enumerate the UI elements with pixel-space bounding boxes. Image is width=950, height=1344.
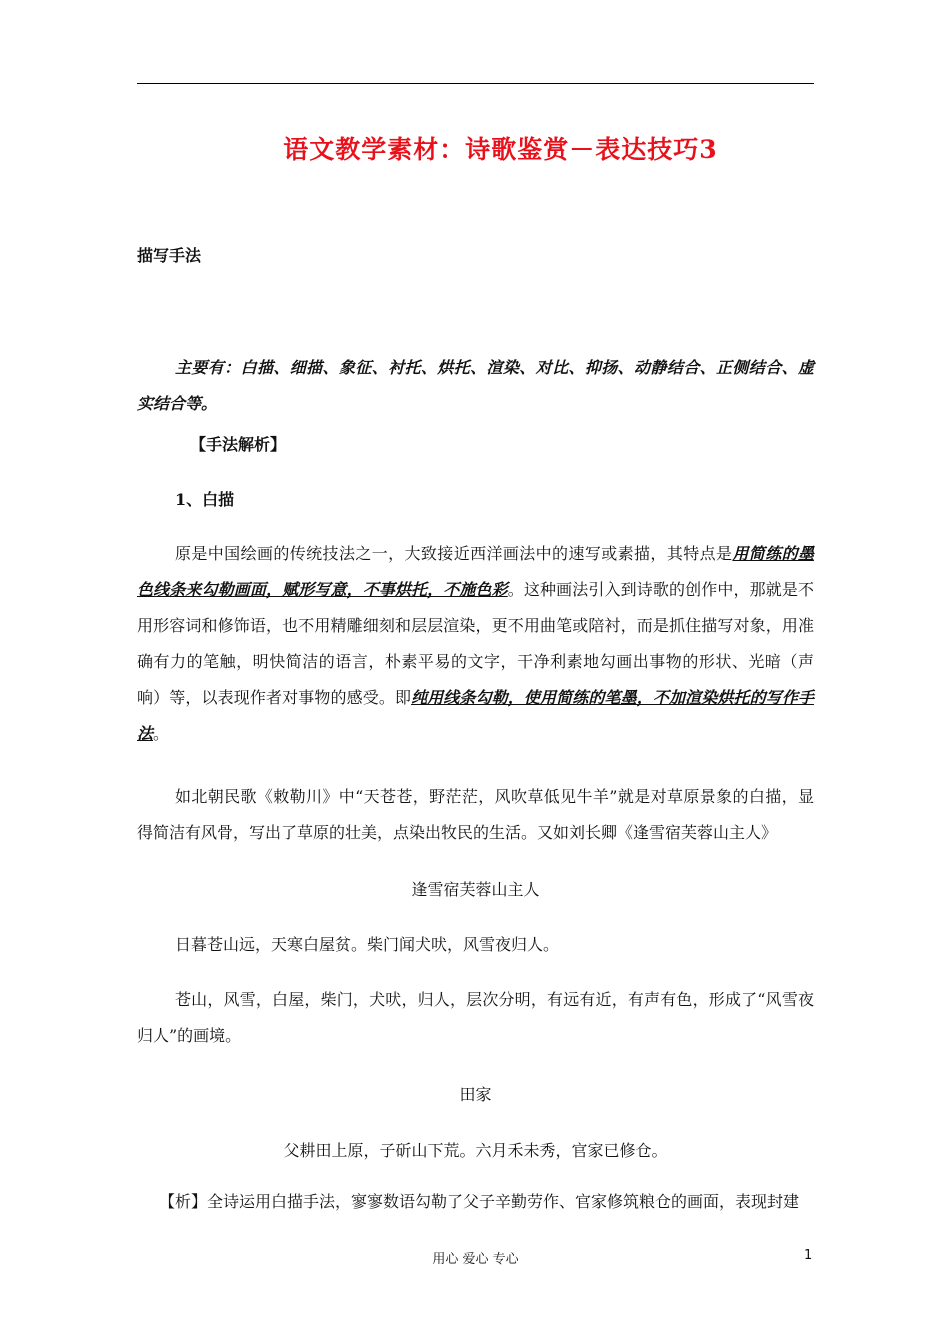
- header-rule: [137, 83, 814, 84]
- poem-title: 逢雪宿芙蓉山主人: [411, 880, 540, 899]
- paragraph-text: 原是中国绘画的传统技法之一，大致接近西洋画法中的速写或素描，其特点是: [175, 544, 733, 563]
- paragraph-example: 如北朝民歌《敕勒川》中“天苍苍，野茫茫，风吹草低见牛羊”就是对草原景象的白描，显得简洁有风骨，写出了草原的壮美，点染出牧民的生活。又如刘长卿《逢雪宿芙蓉山主人》: [137, 787, 814, 842]
- poem-line: 父耕田上原，子斫山下荒。六月禾未秀，官家已修仓。: [283, 1141, 668, 1160]
- page-footer: 用心 爱心 专心: [432, 1252, 519, 1267]
- emphasis-text: 纯用线条勾勒，使用简练的笔墨，不加渲染烘托的写作手法: [137, 688, 814, 743]
- paragraph-text: 。: [153, 724, 170, 743]
- paragraph-analysis: 苍山，风雪，白屋，柴门，犬吠，归人，层次分明，有远有近，有声有色，形成了“风雪夜归人”的画境。: [137, 990, 814, 1045]
- poem-line: 日暮苍山远，天寒白屋贫。柴门闻犬吠，风雪夜归人。: [175, 935, 560, 954]
- poem-title: 田家: [459, 1085, 492, 1104]
- paragraph-baimiao: [137, 536, 814, 752]
- page-number: 1: [804, 1248, 813, 1263]
- intro-paragraph: 主要有：白描、细描、象征、衬托、烘托、渲染、对比、抑扬、动静结合、正侧结合、虚实结合等。: [137, 358, 814, 413]
- document-title: 语文教学素材：诗歌鉴赏－表达技巧3: [283, 135, 718, 164]
- emphasis-text: 用简练的墨色线条来勾勒画面，赋形写意，不事烘托，不施色彩: [137, 544, 814, 599]
- section-heading: 描写手法: [137, 246, 202, 265]
- paragraph-commentary: 【析】全诗运用白描手法，寥寥数语勾勒了父子辛勤劳作、官家修筑粮仓的画面，表现封建: [159, 1192, 800, 1211]
- paragraph-text: 。这种画法引入到诗歌的创作中，那就是不用形容词和修饰语，也不用精雕细刻和层层渲染，更不用曲笔或陪衬，而是抓住描写对象，用准确有力的笔触，明快简洁的语言，朴素平易的文字，干净利素地勾画出事物的形状、光暗（声响）等，以表现作者对事物的感受。即: [137, 580, 814, 707]
- item-heading: 1、白描: [175, 490, 235, 509]
- analysis-heading: 【手法解析】: [190, 435, 287, 454]
